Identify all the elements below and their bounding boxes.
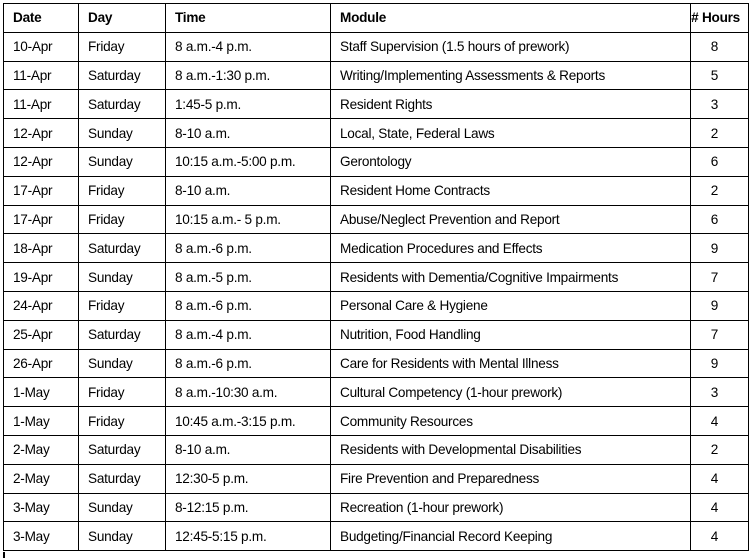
table-row: [4, 349, 749, 378]
cell-time: 10:45 a.m.-3:15 p.m.: [166, 407, 331, 436]
cell-day: Saturday: [79, 320, 166, 349]
table-row: [4, 291, 749, 320]
cell-time: 8 a.m.-6 p.m.: [166, 349, 331, 378]
cell-module: Residents with Developmental Disabilities: [331, 435, 691, 464]
cell-time: 8-10 a.m.: [166, 119, 331, 148]
header-module: Module: [331, 4, 691, 33]
table-row: [4, 147, 749, 176]
table-row: [4, 522, 749, 551]
cell-date: 11-Apr: [4, 90, 79, 119]
cell-time: 10:15 a.m.-5:00 p.m.: [166, 147, 331, 176]
cell-time: 12:30-5 p.m.: [166, 464, 331, 493]
cell-hours: 8: [691, 32, 749, 61]
cell-day: Friday: [79, 378, 166, 407]
table-row: [4, 464, 749, 493]
cell-time: 8-12:15 p.m.: [166, 493, 331, 522]
cell-hours: 2: [691, 176, 749, 205]
cell-time: 8 a.m.-5 p.m.: [166, 263, 331, 292]
cell-module: Residents with Dementia/Cognitive Impairments: [331, 263, 691, 292]
cell-hours: 4: [691, 493, 749, 522]
cell-day: Saturday: [79, 435, 166, 464]
cell-date: 1-May: [4, 407, 79, 436]
cell-date: 25-Apr: [4, 320, 79, 349]
header-hours: # Hours: [691, 4, 749, 33]
cell-time: 8 a.m.-6 p.m.: [166, 234, 331, 263]
cell-date: 12-Apr: [4, 147, 79, 176]
header-day: Day: [79, 4, 166, 33]
cell-date: 1-May: [4, 378, 79, 407]
cell-hours: 2: [691, 435, 749, 464]
cell-day: Sunday: [79, 263, 166, 292]
cell-day: Saturday: [79, 464, 166, 493]
schedule-table: [3, 3, 749, 551]
cell-module: Cultural Competency (1-hour prework): [331, 378, 691, 407]
cell-hours: 4: [691, 407, 749, 436]
cell-time: 1:45-5 p.m.: [166, 90, 331, 119]
cell-date: 3-May: [4, 493, 79, 522]
cell-time: 8 a.m.-4 p.m.: [166, 320, 331, 349]
cell-date: 17-Apr: [4, 205, 79, 234]
table-row: [4, 407, 749, 436]
cell-module: Gerontology: [331, 147, 691, 176]
cell-day: Sunday: [79, 119, 166, 148]
cell-day: Friday: [79, 32, 166, 61]
cell-module: Fire Prevention and Preparedness: [331, 464, 691, 493]
cell-date: 17-Apr: [4, 176, 79, 205]
table-row: [4, 205, 749, 234]
cell-time: 8 a.m.-6 p.m.: [166, 291, 331, 320]
cell-module: Writing/Implementing Assessments & Reports: [331, 61, 691, 90]
cell-time: 10:15 a.m.- 5 p.m.: [166, 205, 331, 234]
cell-date: 26-Apr: [4, 349, 79, 378]
cell-hours: 7: [691, 320, 749, 349]
table-row: [4, 90, 749, 119]
cell-hours: 9: [691, 234, 749, 263]
cell-hours: 6: [691, 205, 749, 234]
cell-date: 3-May: [4, 522, 79, 551]
cell-module: Resident Rights: [331, 90, 691, 119]
cell-hours: 4: [691, 522, 749, 551]
cell-module: Budgeting/Financial Record Keeping: [331, 522, 691, 551]
cell-date: 12-Apr: [4, 119, 79, 148]
cell-day: Friday: [79, 176, 166, 205]
cell-time: 8 a.m.-1:30 p.m.: [166, 61, 331, 90]
cell-hours: 7: [691, 263, 749, 292]
cell-hours: 3: [691, 378, 749, 407]
cell-hours: 9: [691, 291, 749, 320]
cell-hours: 5: [691, 61, 749, 90]
cell-day: Saturday: [79, 61, 166, 90]
header-row: [4, 4, 749, 33]
cell-day: Sunday: [79, 349, 166, 378]
cell-day: Saturday: [79, 234, 166, 263]
cell-date: 11-Apr: [4, 61, 79, 90]
cell-date: 2-May: [4, 435, 79, 464]
cell-module: Staff Supervision (1.5 hours of prework): [331, 32, 691, 61]
cell-module: Medication Procedures and Effects: [331, 234, 691, 263]
cell-hours: 9: [691, 349, 749, 378]
cell-hours: 3: [691, 90, 749, 119]
cell-day: Friday: [79, 205, 166, 234]
cell-hours: 4: [691, 464, 749, 493]
cell-module: Resident Home Contracts: [331, 176, 691, 205]
table-row: [4, 435, 749, 464]
table-row: [4, 61, 749, 90]
table-row: [4, 493, 749, 522]
table-border-fragment: [3, 552, 5, 558]
cell-module: Personal Care & Hygiene: [331, 291, 691, 320]
cell-module: Care for Residents with Mental Illness: [331, 349, 691, 378]
cell-module: Community Resources: [331, 407, 691, 436]
table-row: [4, 234, 749, 263]
cell-time: 12:45-5:15 p.m.: [166, 522, 331, 551]
cell-date: 18-Apr: [4, 234, 79, 263]
cell-date: 24-Apr: [4, 291, 79, 320]
table-row: [4, 176, 749, 205]
cell-day: Friday: [79, 291, 166, 320]
cell-hours: 6: [691, 147, 749, 176]
table-row: [4, 32, 749, 61]
cell-time: 8-10 a.m.: [166, 435, 331, 464]
table-row: [4, 378, 749, 407]
cell-day: Sunday: [79, 147, 166, 176]
cell-time: 8 a.m.-10:30 a.m.: [166, 378, 331, 407]
table-row: [4, 119, 749, 148]
cell-module: Nutrition, Food Handling: [331, 320, 691, 349]
cell-day: Friday: [79, 407, 166, 436]
cell-module: Local, State, Federal Laws: [331, 119, 691, 148]
cell-date: 10-Apr: [4, 32, 79, 61]
cell-date: 19-Apr: [4, 263, 79, 292]
cell-time: 8-10 a.m.: [166, 176, 331, 205]
header-date: Date: [4, 4, 79, 33]
table-row: [4, 320, 749, 349]
cell-time: 8 a.m.-4 p.m.: [166, 32, 331, 61]
cell-hours: 2: [691, 119, 749, 148]
cell-day: Sunday: [79, 493, 166, 522]
cell-module: Recreation (1-hour prework): [331, 493, 691, 522]
cell-date: 2-May: [4, 464, 79, 493]
cell-day: Sunday: [79, 522, 166, 551]
header-time: Time: [166, 4, 331, 33]
table-row: [4, 263, 749, 292]
cell-day: Saturday: [79, 90, 166, 119]
cell-module: Abuse/Neglect Prevention and Report: [331, 205, 691, 234]
